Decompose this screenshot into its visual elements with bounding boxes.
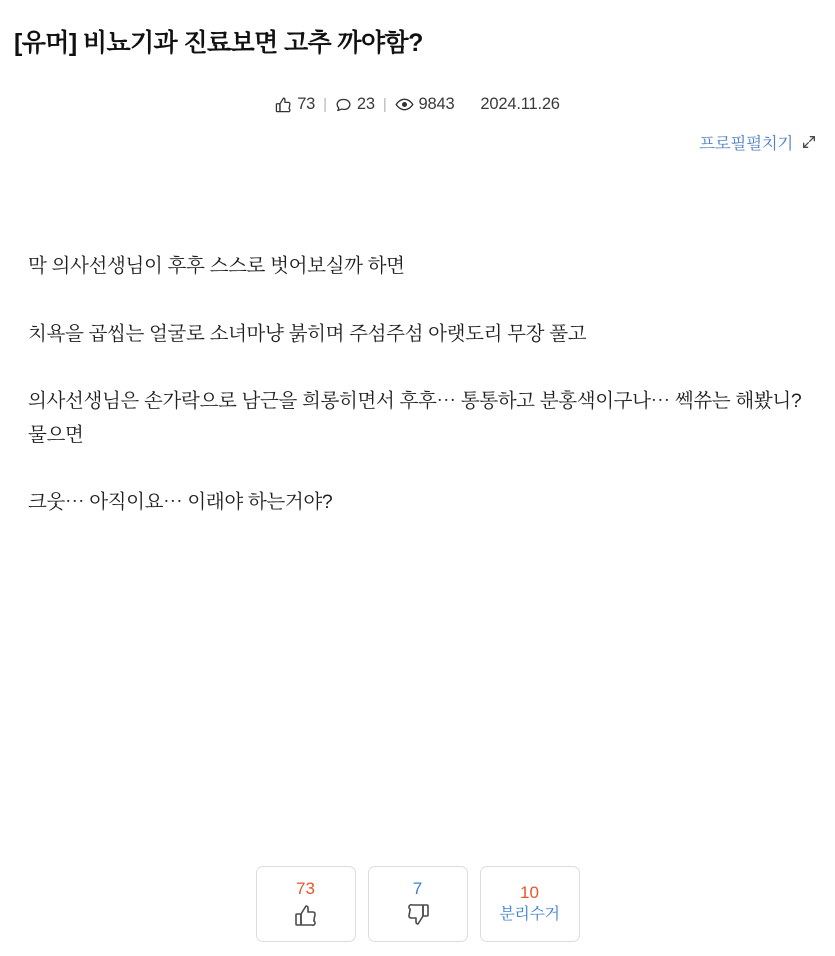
upvote-button[interactable] <box>256 866 356 942</box>
reaction-button-row <box>0 866 835 942</box>
post-paragraph: 막 의사선생님이 후후 스스로 벗어보실까 하면 <box>28 255 405 278</box>
thumbs-down-icon <box>406 903 430 927</box>
thumbs-up-icon <box>275 96 292 113</box>
comment-count: 23 <box>356 95 375 114</box>
post-paragraph: 크웃⋯ 아직이요⋯ 이래야 하는거야? <box>28 491 333 514</box>
post-meta-row <box>0 77 835 114</box>
downvote-button[interactable] <box>368 866 468 942</box>
recycle-label: 분리수거 <box>499 906 560 924</box>
post-paragraph: 의사선생님은 손가락으로 남근을 희롱히면서 후후⋯ 통통하고 분홍색이구나⋯ 쎅쓔는 해봤니? 물으면 <box>28 390 802 446</box>
comment-meta <box>335 95 375 114</box>
thumbs-up-icon <box>294 903 318 927</box>
post-page <box>0 17 835 956</box>
comment-bubble-icon <box>335 96 352 113</box>
upvote-count: 73 <box>296 879 315 899</box>
profile-expand-label[interactable]: 프로필펼치기 <box>699 135 793 154</box>
profile-expand-row[interactable] <box>0 114 835 154</box>
eye-icon <box>395 95 414 114</box>
post-date: 2024.11.26 <box>480 95 560 114</box>
like-meta <box>275 95 315 114</box>
recycle-count: 10 <box>520 882 539 902</box>
meta-separator-1: | <box>323 96 327 114</box>
like-count: 73 <box>297 95 316 114</box>
downvote-count: 7 <box>412 879 423 899</box>
recycle-button[interactable] <box>480 866 580 942</box>
view-count: 9843 <box>418 95 455 114</box>
post-paragraph: 치욕을 곱씹는 얼굴로 소녀마냥 붉히며 주섬주섬 아랫도리 무장 풀고 <box>28 322 587 345</box>
page-title: [유머] 비뇨기과 진료보면 고추 까야함? <box>14 28 423 57</box>
meta-separator-2: | <box>382 96 387 114</box>
view-meta <box>395 95 455 114</box>
post-body <box>0 154 835 520</box>
expand-arrows-icon[interactable] <box>801 134 817 150</box>
